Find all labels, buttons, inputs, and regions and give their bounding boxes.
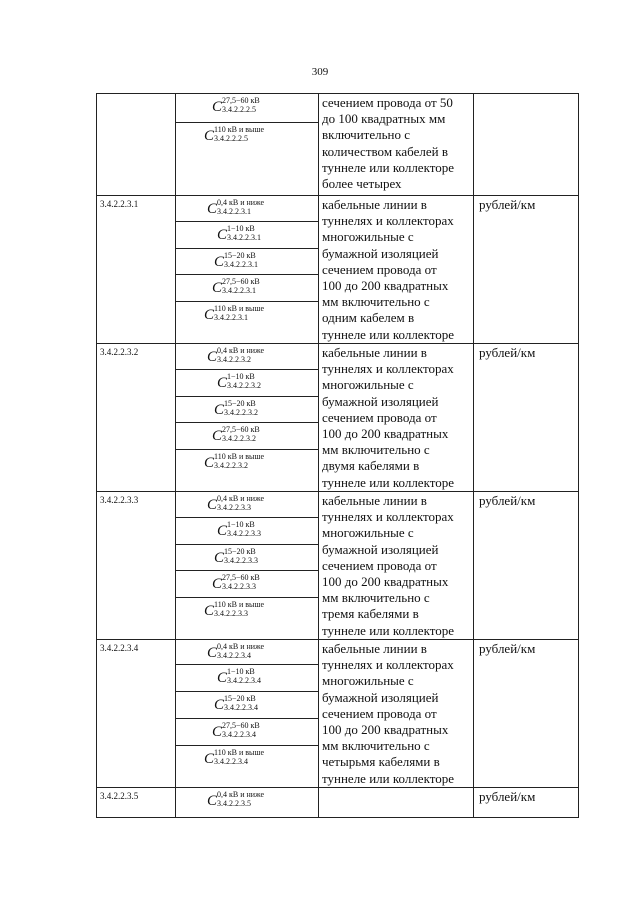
symbol-letter: C [214, 402, 225, 418]
symbol-letter: C [207, 349, 218, 365]
tariff-symbol [176, 196, 318, 221]
description-line: 100 до 200 квадратных [322, 722, 449, 738]
symbol-subscript: 3.4.2.2.3.4 [227, 676, 262, 685]
tariff-symbol [176, 745, 318, 783]
symbol-indices [214, 748, 264, 766]
description-line: включительно с [322, 127, 410, 143]
symbol-superscript: 1−10 кВ [227, 667, 255, 676]
description-line: мм включительно с [322, 442, 430, 458]
description-line: кабельные линии в [322, 641, 427, 656]
symbol-letter: C [204, 751, 215, 767]
symbol-subscript: 3.4.2.2.2.5 [222, 105, 257, 114]
symbol-indices [214, 600, 264, 618]
description-line: туннеле или коллекторе [322, 326, 455, 342]
symbol-letter: C [212, 280, 223, 296]
symbol-superscript: 0,4 кВ и ниже [217, 198, 265, 207]
symbol-indices [224, 547, 258, 565]
unit-cell [474, 94, 579, 196]
symbol-subscript: 3.4.2.2.3.3 [227, 529, 262, 538]
symbol-indices [222, 277, 260, 295]
description-line: четырьмя кабелями в [322, 754, 440, 770]
symbol-indices [217, 494, 264, 512]
description-line: бумажной изоляцией [322, 245, 439, 261]
symbol-superscript: 27,5−60 кВ [222, 721, 260, 730]
symbol-superscript: 110 кВ и выше [214, 452, 265, 461]
symbol-letter: C [207, 497, 218, 513]
tariff-symbol [176, 449, 318, 491]
description-line: сечением провода от [322, 261, 437, 277]
symbol-indices [214, 304, 264, 322]
unit-cell: рублей/км [474, 196, 579, 344]
description-line: бумажной изоляцией [322, 393, 439, 409]
symbol-indices [224, 399, 258, 417]
description-line: туннелях и коллекторах [322, 509, 454, 525]
symbol-superscript: 15−20 кВ [224, 694, 256, 703]
tariff-symbol [176, 122, 318, 195]
description-line: туннелях и коллекторах [322, 657, 454, 673]
description-line: многожильные с [322, 525, 414, 541]
description-line: тремя кабелями в [322, 606, 419, 622]
symbol-letter: C [212, 576, 223, 592]
unit-cell: рублей/км [474, 787, 579, 817]
tariff-symbol [176, 221, 318, 248]
symbol-subscript: 3.4.2.2.3.1 [227, 233, 262, 242]
symbol-indices [214, 452, 264, 470]
description-cell [319, 344, 474, 492]
symbol-cell [176, 196, 319, 344]
tariff-symbol [176, 517, 318, 544]
description-line: многожильные с [322, 377, 414, 393]
tariff-symbol [176, 544, 318, 570]
symbol-superscript: 15−20 кВ [224, 547, 256, 556]
description-line: туннеле или коллекторе [322, 622, 455, 638]
symbol-subscript: 3.4.2.2.3.4 [214, 757, 249, 766]
symbol-superscript: 110 кВ и выше [214, 600, 265, 609]
symbol-subscript: 3.4.2.2.3.4 [224, 703, 259, 712]
description-line: кабельные линии в [322, 197, 427, 212]
description-line: более четырех [322, 176, 402, 192]
symbol-letter: C [204, 307, 215, 323]
page-number: 309 [311, 66, 329, 78]
symbol-subscript: 3.4.2.2.3.4 [217, 651, 252, 660]
symbol-superscript: 27,5−60 кВ [222, 96, 260, 105]
tariff-table [96, 93, 579, 818]
description-line: туннеле или коллекторе [322, 159, 455, 175]
tariff-symbol [176, 718, 318, 745]
row-code: 3.4.2.2.3.5 [97, 787, 176, 817]
symbol-indices [217, 198, 264, 216]
description-cell [319, 94, 474, 196]
description-line: бумажной изоляцией [322, 689, 439, 705]
symbol-subscript: 3.4.2.2.3.1 [214, 313, 249, 322]
row-code: 3.4.2.2.3.1 [97, 196, 176, 344]
symbol-subscript: 3.4.2.2.3.2 [224, 408, 259, 417]
symbol-subscript: 3.4.2.2.3.4 [222, 730, 257, 739]
symbol-indices [214, 125, 264, 143]
symbol-superscript: 15−20 кВ [224, 251, 256, 260]
description-line: многожильные с [322, 229, 414, 245]
description-line: сечением провода от [322, 409, 437, 425]
symbol-letter: C [217, 227, 228, 243]
table-row [97, 196, 579, 344]
description-line: мм включительно с [322, 738, 430, 754]
table-row [97, 640, 579, 788]
symbol-superscript: 110 кВ и выше [214, 304, 265, 313]
tariff-symbol [176, 640, 318, 664]
symbol-cell [176, 640, 319, 788]
description-line: туннелях и коллекторах [322, 213, 454, 229]
symbol-superscript: 27,5−60 кВ [222, 425, 260, 434]
description-line: сечением провода от [322, 557, 437, 573]
unit-cell: рублей/км [474, 640, 579, 788]
symbol-cell [176, 94, 319, 196]
symbol-letter: C [212, 99, 223, 115]
description-line: кабельные линии в [322, 493, 427, 508]
symbol-indices [222, 573, 260, 591]
symbol-letter: C [214, 254, 225, 270]
symbol-indices [224, 251, 258, 269]
symbol-indices [217, 346, 264, 364]
description-line: кабельные линии в [322, 345, 427, 360]
symbol-superscript: 110 кВ и выше [214, 748, 265, 757]
symbol-indices [222, 721, 260, 739]
tariff-symbol [176, 422, 318, 449]
description-line: двумя кабелями в [322, 458, 420, 474]
tariff-symbol [176, 248, 318, 274]
symbol-superscript: 27,5−60 кВ [222, 277, 260, 286]
symbol-letter: C [207, 201, 218, 217]
row-code: 3.4.2.2.3.2 [97, 344, 176, 492]
symbol-subscript: 3.4.2.2.2.5 [214, 134, 249, 143]
symbol-superscript: 0,4 кВ и ниже [217, 346, 265, 355]
description-line: многожильные с [322, 673, 414, 689]
tariff-symbol [176, 369, 318, 396]
table-row [97, 344, 579, 492]
description-cell [319, 196, 474, 344]
symbol-superscript: 0,4 кВ и ниже [217, 494, 265, 503]
symbol-indices [224, 694, 258, 712]
symbol-letter: C [212, 428, 223, 444]
tariff-symbol [176, 396, 318, 422]
description-cell [319, 640, 474, 788]
row-code: 3.4.2.2.3.3 [97, 492, 176, 640]
symbol-cell [176, 787, 319, 817]
symbol-letter: C [204, 603, 215, 619]
symbol-superscript: 27,5−60 кВ [222, 573, 260, 582]
tariff-symbol [176, 94, 318, 122]
symbol-superscript: 1−10 кВ [227, 372, 255, 381]
description-line: мм включительно с [322, 590, 430, 606]
tariff-symbol [176, 691, 318, 718]
symbol-indices [227, 520, 261, 538]
row-code [97, 94, 176, 196]
symbol-subscript: 3.4.2.2.3.3 [224, 556, 259, 565]
description-line: сечением провода от [322, 705, 437, 721]
symbol-letter: C [214, 550, 225, 566]
symbol-letter: C [214, 697, 225, 713]
description-line: до 100 квадратных мм [322, 111, 446, 127]
tariff-symbol [176, 274, 318, 301]
symbol-subscript: 3.4.2.2.3.5 [217, 798, 252, 808]
symbol-letter: C [217, 670, 228, 686]
symbol-subscript: 3.4.2.2.3.2 [227, 381, 262, 390]
description-line: одним кабелем в [322, 310, 415, 326]
symbol-cell [176, 344, 319, 492]
symbol-subscript: 3.4.2.2.3.1 [222, 286, 257, 295]
unit-cell: рублей/км [474, 492, 579, 640]
tariff-symbol [176, 492, 318, 517]
description-line: сечением провода от 50 [322, 95, 453, 110]
symbol-letter: C [207, 645, 218, 661]
symbol-indices [227, 667, 261, 685]
symbol-superscript: 0,4 кВ и ниже [217, 642, 265, 651]
description-line: 100 до 200 квадратных [322, 574, 449, 590]
description-line: туннеле или коллекторе [322, 770, 455, 786]
symbol-subscript: 3.4.2.2.3.3 [217, 503, 252, 512]
symbol-letter: C [217, 523, 228, 539]
symbol-letter: C [217, 375, 228, 391]
table-row [97, 787, 579, 817]
symbol-indices [227, 372, 261, 390]
tariff-symbol [176, 301, 318, 343]
symbol-superscript: 1−10 кВ [227, 224, 255, 233]
table-row [97, 492, 579, 640]
symbol-indices [222, 425, 260, 443]
symbol-subscript: 3.4.2.2.3.1 [224, 260, 259, 269]
table-row [97, 94, 579, 196]
symbol-superscript: 1−10 кВ [227, 520, 255, 529]
symbol-superscript: 0,4 кВ и ниже [217, 789, 265, 799]
symbol-indices [222, 96, 260, 114]
tariff-symbol [176, 597, 318, 639]
description-line: туннеле или коллекторе [322, 474, 455, 490]
unit-cell: рублей/км [474, 344, 579, 492]
symbol-subscript: 3.4.2.2.3.3 [222, 582, 257, 591]
tariff-symbol [176, 788, 318, 817]
tariff-symbol [176, 570, 318, 597]
description-line: 100 до 200 квадратных [322, 278, 449, 294]
symbol-indices [217, 790, 264, 808]
description-cell [319, 492, 474, 640]
symbol-subscript: 3.4.2.2.3.2 [222, 434, 257, 443]
symbol-superscript: 110 кВ и выше [214, 125, 265, 134]
tariff-symbol [176, 664, 318, 691]
symbol-cell [176, 492, 319, 640]
description-line: туннелях и коллекторах [322, 361, 454, 377]
symbol-indices [217, 642, 264, 660]
symbol-subscript: 3.4.2.2.3.1 [217, 207, 252, 216]
symbol-letter: C [212, 724, 223, 740]
symbol-letter: C [207, 792, 218, 809]
tariff-symbol [176, 344, 318, 369]
symbol-indices [227, 224, 261, 242]
symbol-subscript: 3.4.2.2.3.3 [214, 609, 249, 618]
description-cell [319, 787, 474, 817]
symbol-superscript: 15−20 кВ [224, 399, 256, 408]
row-code: 3.4.2.2.3.4 [97, 640, 176, 788]
symbol-subscript: 3.4.2.2.3.2 [214, 461, 249, 470]
symbol-letter: C [204, 128, 215, 144]
symbol-letter: C [204, 455, 215, 471]
symbol-subscript: 3.4.2.2.3.2 [217, 355, 252, 364]
description-line: количеством кабелей в [322, 143, 448, 159]
description-line: бумажной изоляцией [322, 541, 439, 557]
description-line: мм включительно с [322, 294, 430, 310]
description-line: 100 до 200 квадратных [322, 426, 449, 442]
